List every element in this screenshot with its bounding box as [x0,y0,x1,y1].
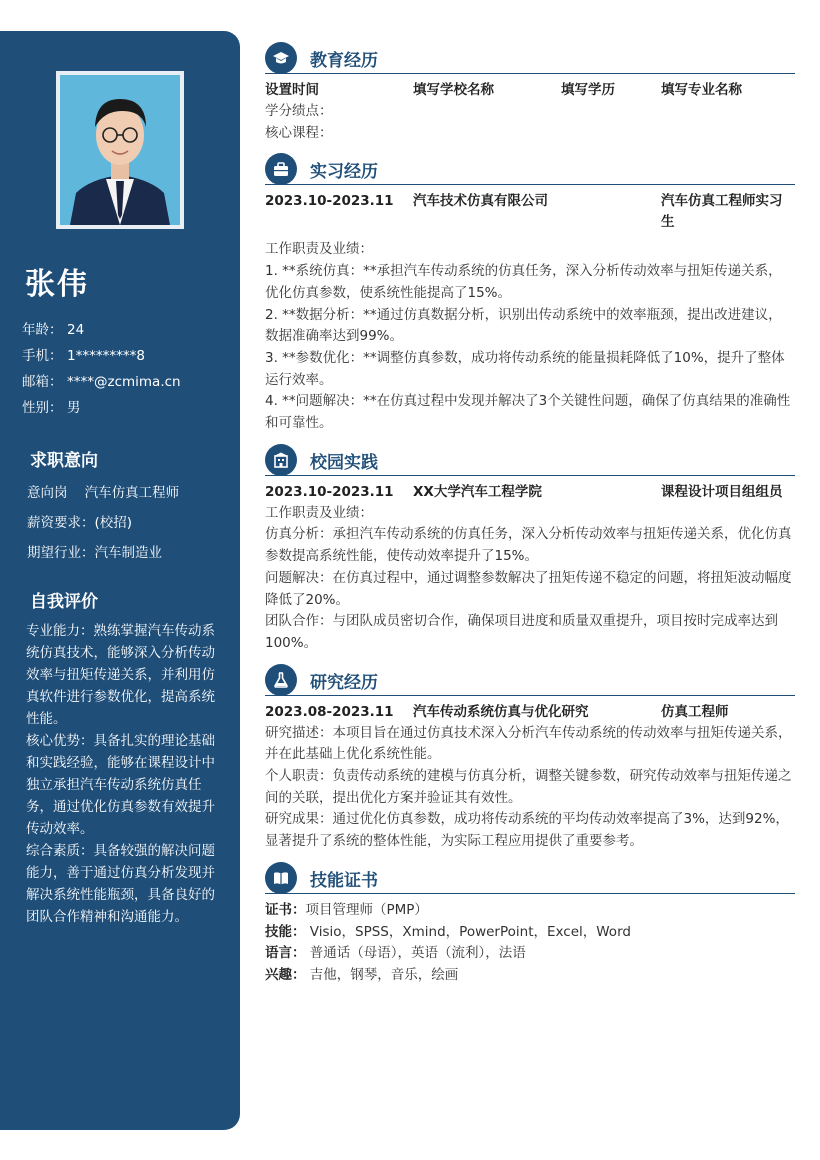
self-eval-text [26,620,216,928]
job-intent [27,481,227,571]
info-email: 邮箱： ****@zcmima.cn [22,374,181,390]
eval-paragraph: 综合素质：具备较强的解决问题能力，善于通过仿真分析发现并解决系统性能瓶颈，具备良好的团队合作精神和沟通能力。 [26,843,215,925]
eval-paragraph: 核心优势：具备扎实的理论基础和实践经验，能够在课程设计中独立承担汽车传动系统仿真任务，通过优化仿真参数有效提升传动效率。 [26,733,215,837]
basic-info [22,321,222,425]
skill-hobbies: 兴趣： 吉他，钢琴，音乐，绘画 [265,966,459,983]
research-line: 研究成果：通过优化仿真参数，成功将传动系统的平均传动效率提高了3%，达到92%，显著提升了系统的整体性能，为实际工程应用提供了重要参考。 [265,811,789,850]
skills-title: 技能证书 [310,870,378,891]
education-gpa: 学分绩点： [265,103,333,119]
campus-title: 校园实践 [310,452,378,473]
sidebar [0,31,240,1130]
intent-heading: 求职意向 [30,451,98,471]
skill-languages: 语言： 普通话（母语），英语（流利），法语 [265,945,526,962]
education-courses: 核心课程： [265,124,333,141]
research-line: 个人职责：负责传动系统的建模与仿真分析，调整关键参数，研究传动效率与扭矩传递之间的关联，提出优化方案并验证其有效性。 [265,768,792,806]
book-icon [265,862,297,894]
skill-certificate: 证书：项目管理师（PMP） [265,901,428,918]
intent-position: 意向岗 汽车仿真工程师 [27,485,180,501]
education-header [265,40,795,74]
skills-header [265,860,795,894]
research-header [265,662,795,696]
education-title: 教育经历 [310,51,378,71]
internship-header [265,151,795,185]
campus-line: 问题解决：在仿真过程中，通过调整参数解决了扭矩传递不稳定的问题，将扭矩波动幅度降低了20%。 [265,569,792,608]
intent-salary: 薪资要求：(校招) [27,515,133,531]
graduation-cap-icon [265,42,297,74]
info-phone: 手机： 1*********8 [22,348,145,364]
info-age: 年龄： 24 [22,322,85,338]
info-gender: 性别： 男 [22,400,81,416]
research-row: 2023.08-2023.11 汽车传动系统仿真与优化研究 仿真工程师 [265,703,729,720]
internship-line: 3. **参数优化：**调整仿真参数，成功将传动系统的能量损耗降低了10%，提升了整体运行效率。 [265,349,785,388]
internship-title: 实习经历 [310,162,378,183]
building-icon [265,444,297,476]
internship-line: 4. **问题解决：**在仿真过程中发现并解决了3个关键性问题，确保了仿真结果的准确性和可靠性。 [265,393,791,432]
campus-line: 工作职责及业绩： [265,504,373,521]
profile-name: 张伟 [25,267,89,302]
research-title: 研究经历 [310,672,378,693]
internship-row: 2023.10-2023.11 汽车技术仿真有限公司 汽车仿真工程师实习生 [265,193,783,231]
flask-icon [265,664,297,696]
internship-line: 2. **数据分析：**通过仿真数据分析，识别出传动系统中的效率瓶颈，提出改进建议，数据准确率达到99%。 [265,306,782,345]
campus-line: 仿真分析：承担汽车传动系统的仿真任务，深入分析传动效率与扭矩传递关系，优化仿真参数提高系统性能，使传动效率提升了15%。 [265,526,792,565]
campus-line: 团队合作：与团队成员密切合作，确保项目进度和质量双重提升，项目按时完成率达到100%。 [265,613,778,651]
skill-tools: 技能： Visio，SPSS，Xmind，PowerPoint，Excel，Word [265,923,631,940]
intent-industry: 期望行业：汽车制造业 [27,545,162,561]
eval-paragraph: 专业能力：熟练掌握汽车传动系统仿真技术，能够深入分析传动效率与扭矩传递关系，并利用仿真软件进行参数优化，提高系统性能。 [26,623,215,727]
internship-line: 1. **系统仿真：**承担汽车传动系统的仿真任务，深入分析传动效率与扭矩传递关系，优化仿真参数，使系统性能提高了15%。 [265,263,782,301]
self-eval-heading: 自我评价 [30,592,98,612]
main-content [265,40,795,987]
research-line: 研究描述：本项目旨在通过仿真技术深入分析汽车传动系统的传动效率与扭矩传递关系，并在此基础上优化系统性能。 [265,724,792,763]
briefcase-icon [265,153,297,185]
campus-header [265,442,795,476]
campus-row: 2023.10-2023.11 XX大学汽车工程学院 课程设计项目组组员 [265,483,783,500]
internship-line: 工作职责及业绩： [265,241,373,258]
profile-photo [56,71,184,229]
education-row: 设置时间 填写学校名称 填写学历 填写专业名称 [265,82,742,98]
